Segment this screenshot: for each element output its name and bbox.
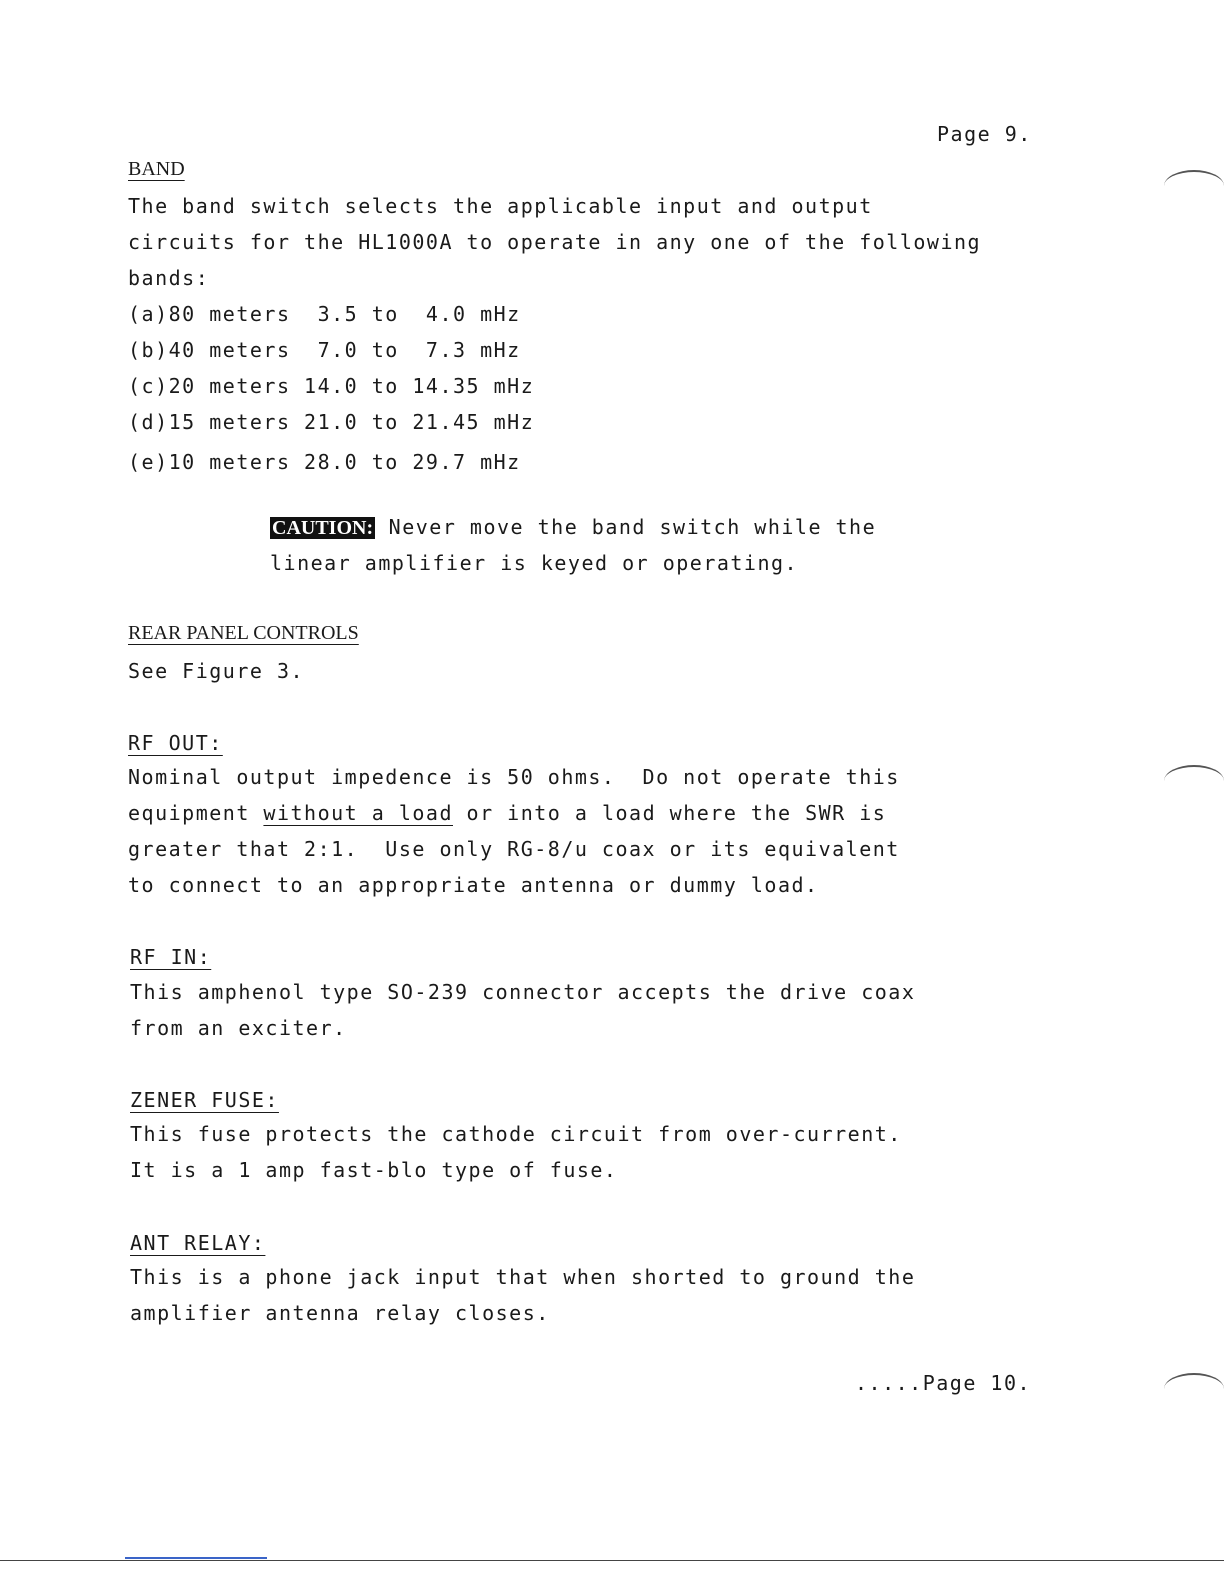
caution-text-line-1: Never move the band switch while the xyxy=(375,515,877,539)
rear-panel-text: See Figure 3. xyxy=(128,659,305,683)
rf-in-heading: RF IN: xyxy=(130,945,212,969)
band-heading: BAND xyxy=(128,158,185,180)
page-bottom-edge xyxy=(0,1560,1224,1561)
band-intro-line-3: bands: xyxy=(128,266,210,290)
rf-out-heading: RF OUT: xyxy=(128,731,223,755)
band-intro-line-2: circuits for the HL1000A to operate in any one of the following xyxy=(128,230,982,254)
band-intro-line-1: The band switch selects the applicable input and output xyxy=(128,194,873,218)
punch-hole-mark xyxy=(1164,765,1224,797)
rf-out-line-2 xyxy=(128,801,886,825)
caution-label: CAUTION: xyxy=(272,517,374,539)
ant-relay-line-2: amplifier antenna relay closes. xyxy=(130,1301,550,1325)
caution-note xyxy=(270,515,876,540)
punch-hole-mark xyxy=(1164,1373,1224,1405)
rf-in-line-2: from an exciter. xyxy=(130,1016,347,1040)
rf-out-line-4: to connect to an appropriate antenna or dummy load. xyxy=(128,873,819,897)
rf-out-line-2-post: or into a load where the SWR is xyxy=(453,801,887,825)
zener-fuse-heading: ZENER FUSE: xyxy=(130,1088,279,1112)
rf-out-line-3: greater that 2:1. Use only RG-8/u coax or its equivalent xyxy=(128,837,900,861)
next-page-footer: .....Page 10. xyxy=(855,1371,1032,1395)
ant-relay-heading: ANT RELAY: xyxy=(130,1231,266,1255)
rf-out-line-2-pre: equipment xyxy=(128,801,264,825)
rear-panel-heading: REAR PANEL CONTROLS xyxy=(128,622,359,644)
band-list-item: (c)20 meters 14.0 to 14.35 mHz xyxy=(128,374,535,398)
zener-fuse-line-1: This fuse protects the cathode circuit from over-current. xyxy=(130,1122,902,1146)
page-bottom-artifact xyxy=(125,1557,267,1559)
rf-out-underlined-text: without a load xyxy=(263,801,453,825)
rf-out-line-1: Nominal output impedence is 50 ohms. Do not operate this xyxy=(128,765,900,789)
band-list-item: (e)10 meters 28.0 to 29.7 mHz xyxy=(128,450,521,474)
page-number-header: Page 9. xyxy=(937,122,1032,146)
rf-in-line-1: This amphenol type SO-239 connector accepts the drive coax xyxy=(130,980,916,1004)
ant-relay-line-1: This is a phone jack input that when shorted to ground the xyxy=(130,1265,916,1289)
caution-text-line-2: linear amplifier is keyed or operating. xyxy=(270,551,799,575)
band-list-item: (d)15 meters 21.0 to 21.45 mHz xyxy=(128,410,535,434)
zener-fuse-line-2: It is a 1 amp fast-blo type of fuse. xyxy=(130,1158,618,1182)
band-list-item: (b)40 meters 7.0 to 7.3 mHz xyxy=(128,338,521,362)
punch-hole-mark xyxy=(1164,170,1224,202)
band-list-item: (a)80 meters 3.5 to 4.0 mHz xyxy=(128,302,521,326)
